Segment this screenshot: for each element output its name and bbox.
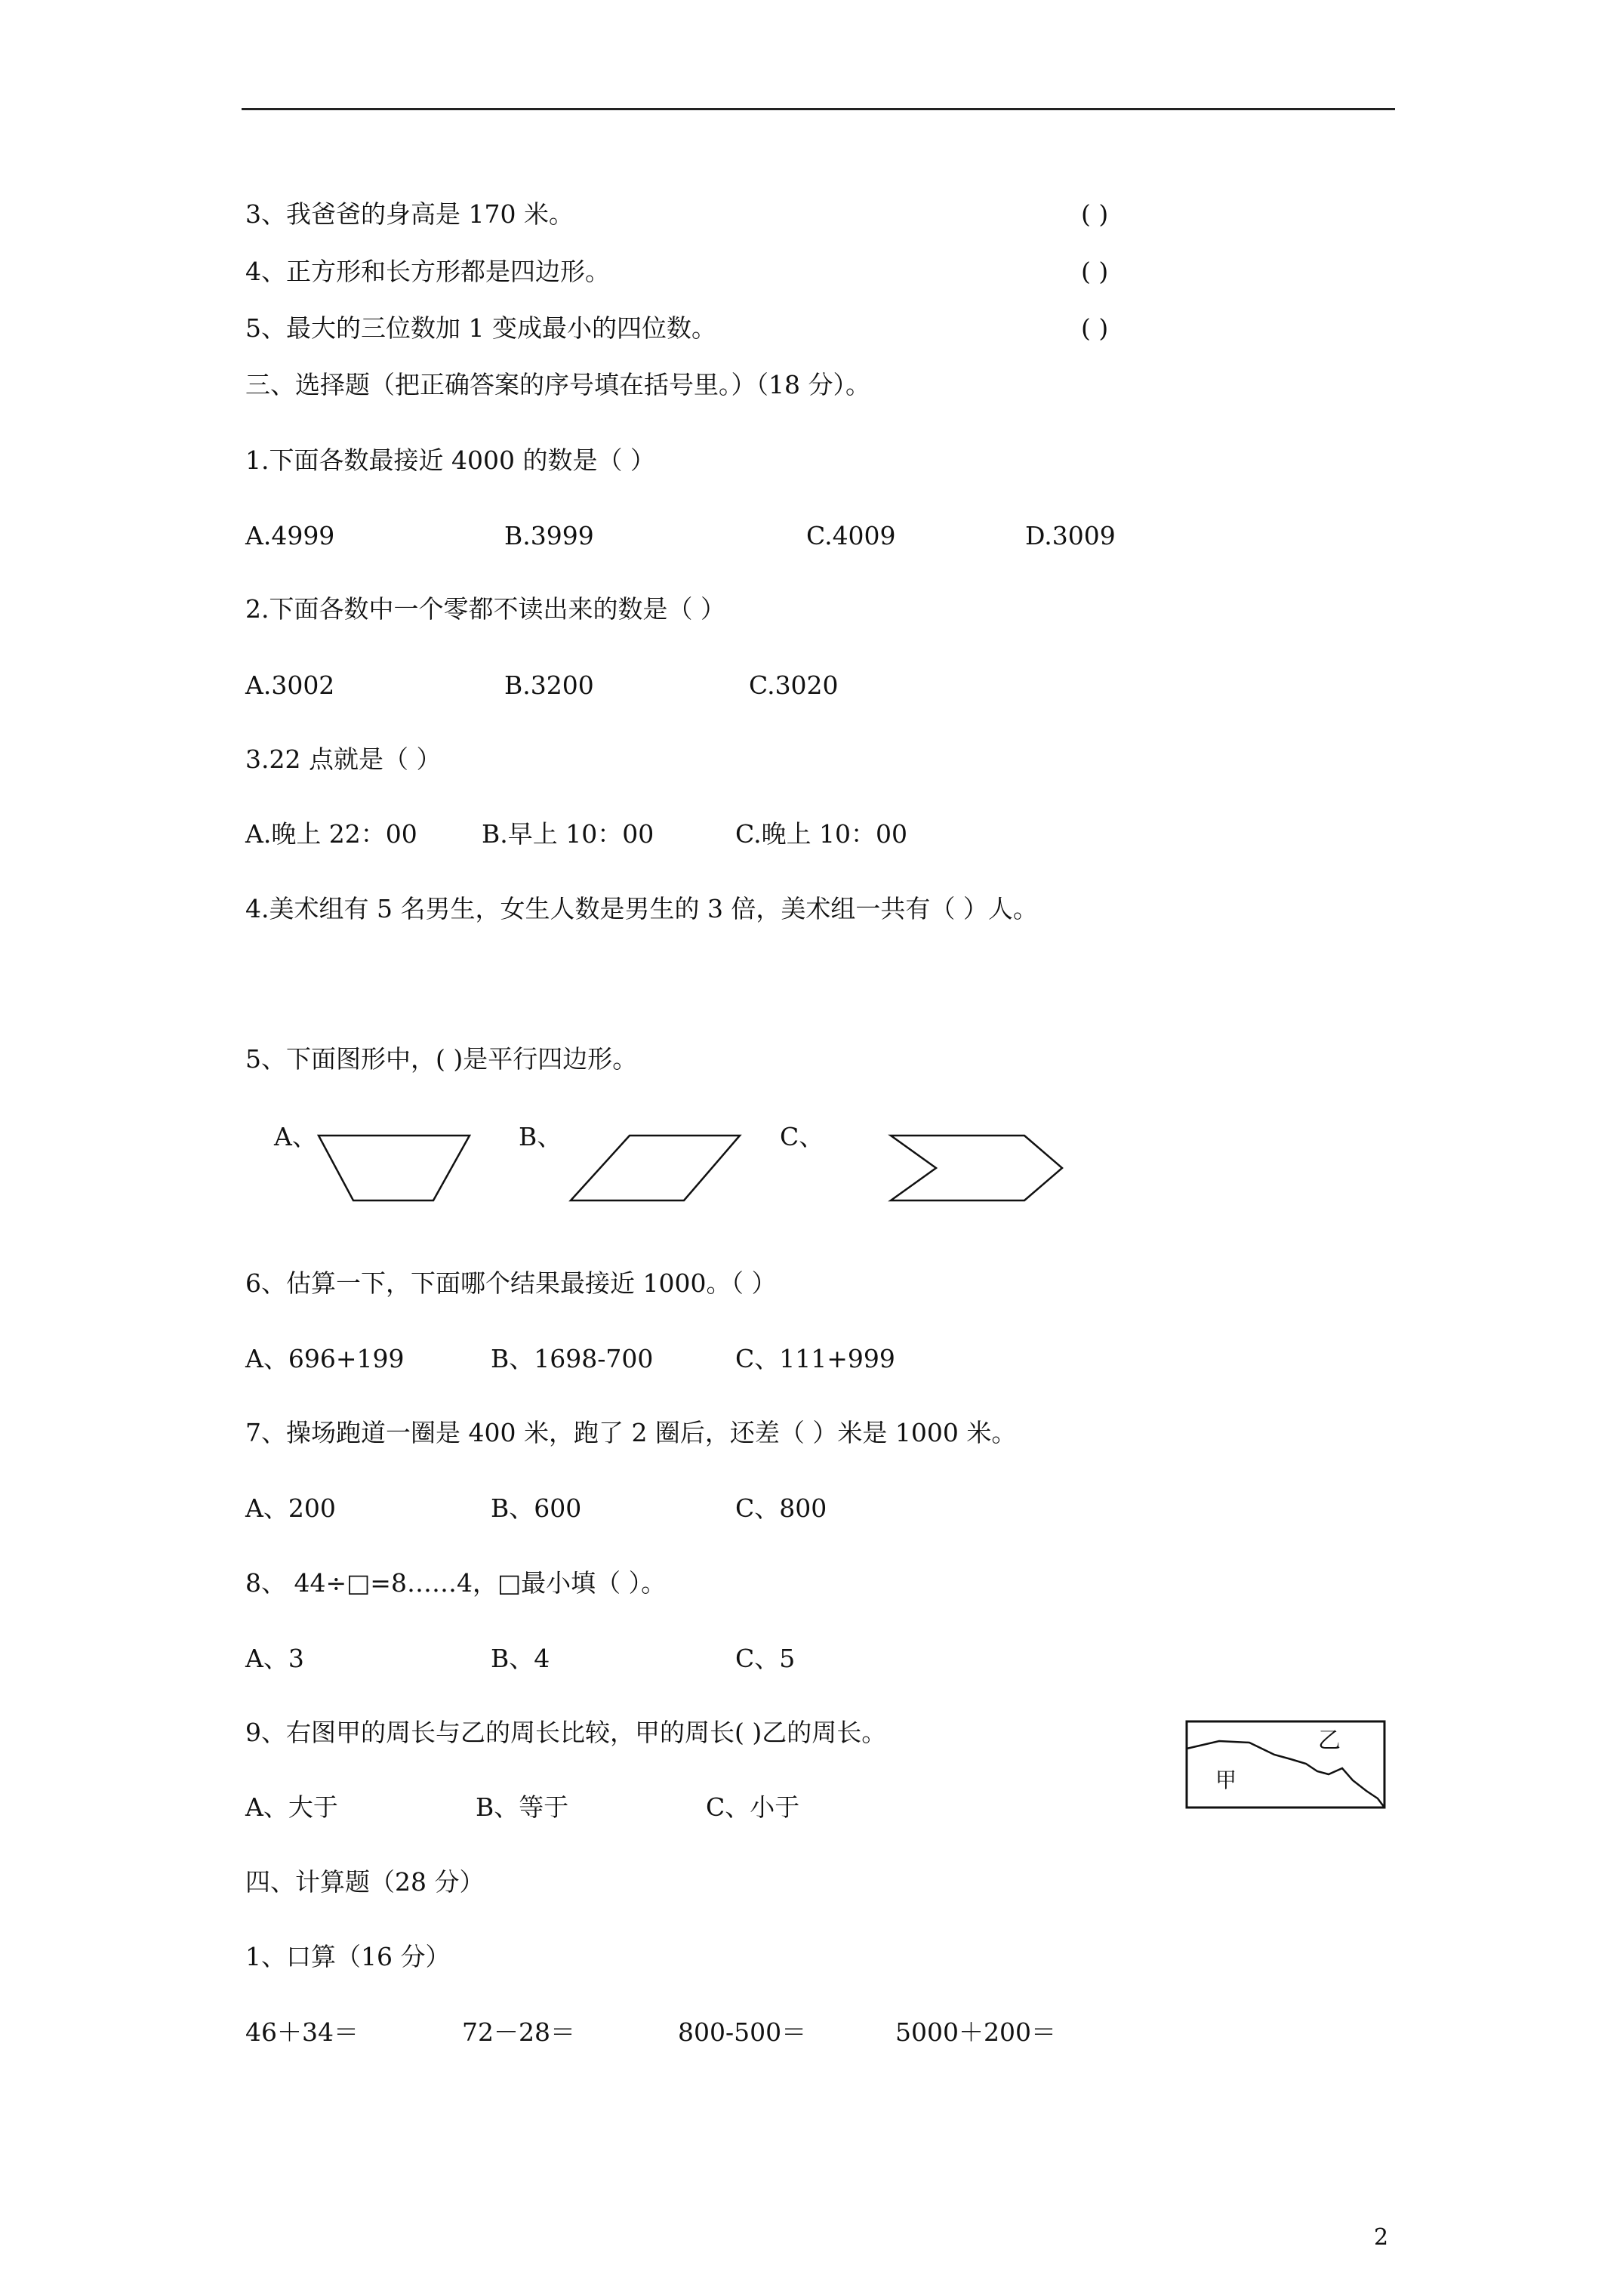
q9-stem: 9、右图甲的周长与乙的周长比较，甲的周长( )乙的周长。 (245, 1718, 887, 1747)
calc-item-1: 46＋34＝ (245, 2017, 359, 2047)
q3-option-a: A.晚上 22：00 (245, 819, 417, 849)
header-rule (242, 108, 1395, 110)
q2-option-c: C.3020 (749, 670, 839, 700)
judge-blank-5[interactable]: ( ) (1081, 313, 1109, 343)
q3-option-c: C.晚上 10：00 (735, 819, 908, 849)
q3-stem: 3.22 点就是（ ） (245, 744, 442, 774)
q1-stem: 1.下面各数最接近 4000 的数是（ ） (245, 445, 655, 475)
q9-option-b: B、等于 (476, 1792, 569, 1822)
q7-option-b: B、600 (491, 1493, 582, 1523)
q6-option-a: A、696+199 (245, 1344, 405, 1373)
q5-option-b: B、 (519, 1122, 562, 1151)
calc-item-3: 800-500＝ (678, 2017, 807, 2047)
q1-option-c: C.4009 (806, 521, 896, 550)
figure-label-yi: 乙 (1318, 1727, 1341, 1754)
q7-option-a: A、200 (245, 1493, 336, 1523)
q7-option-c: C、800 (735, 1493, 827, 1523)
q3-option-b: B.早上 10：00 (482, 819, 654, 849)
trapezoid-shape (317, 1133, 476, 1204)
judge-blank-4[interactable]: ( ) (1081, 257, 1109, 286)
q2-option-a: A.3002 (245, 670, 335, 700)
calc-item-4: 5000＋200＝ (895, 2017, 1056, 2047)
q7-stem: 7、操场跑道一圈是 400 米，跑了 2 圈后，还差（ ）米是 1000 米。 (245, 1418, 1017, 1447)
q5-option-c: C、 (780, 1122, 824, 1151)
calc-sub1: 1、口算（16 分） (245, 1942, 451, 1971)
q9-option-a: A、大于 (245, 1792, 338, 1822)
figure-label-jia: 甲 (1215, 1767, 1237, 1792)
q1-option-b: B.3999 (504, 521, 594, 550)
calc-item-2: 72－28＝ (462, 2017, 575, 2047)
perimeter-figure (1185, 1720, 1386, 1811)
judge-item-3: 3、我爸爸的身高是 170 米。 (245, 199, 574, 229)
q1-option-a: A.4999 (245, 521, 335, 550)
q6-option-b: B、1698-700 (491, 1344, 654, 1373)
judge-item-5: 5、最大的三位数加 1 变成最小的四位数。 (245, 313, 716, 343)
q1-option-d: D.3009 (1025, 521, 1116, 550)
q6-stem: 6、估算一下，下面哪个结果最接近 1000。（ ） (245, 1268, 777, 1298)
q6-option-c: C、111+999 (735, 1344, 895, 1373)
arrow-shape (885, 1133, 1066, 1204)
q5-option-a: A、 (274, 1122, 317, 1151)
q9-option-c: C、小于 (706, 1792, 800, 1822)
q5-stem: 5、下面图形中，( )是平行四边形。 (245, 1044, 638, 1074)
judge-item-4: 4、正方形和长方形都是四边形。 (245, 257, 610, 286)
q8-stem: 8、 44÷□=8……4，□最小填（ ）。 (245, 1568, 667, 1598)
judge-blank-3[interactable]: ( ) (1081, 199, 1109, 229)
q8-option-c: C、5 (735, 1644, 796, 1673)
q8-option-b: B、4 (491, 1644, 550, 1673)
q8-option-a: A、3 (245, 1644, 304, 1673)
section-choice-heading: 三、选择题（把正确答案的序号填在括号里。）（18 分）。 (245, 370, 870, 399)
q2-stem: 2.下面各数中一个零都不读出来的数是（ ） (245, 594, 725, 624)
page-number: 2 (1374, 2224, 1389, 2251)
section-calc-heading: 四、计算题（28 分） (245, 1867, 485, 1897)
q4-stem: 4.美术组有 5 名男生，女生人数是男生的 3 倍，美术组一共有（ ）人。 (245, 894, 1038, 923)
parallelogram-shape (565, 1133, 746, 1204)
q2-option-b: B.3200 (504, 670, 594, 700)
